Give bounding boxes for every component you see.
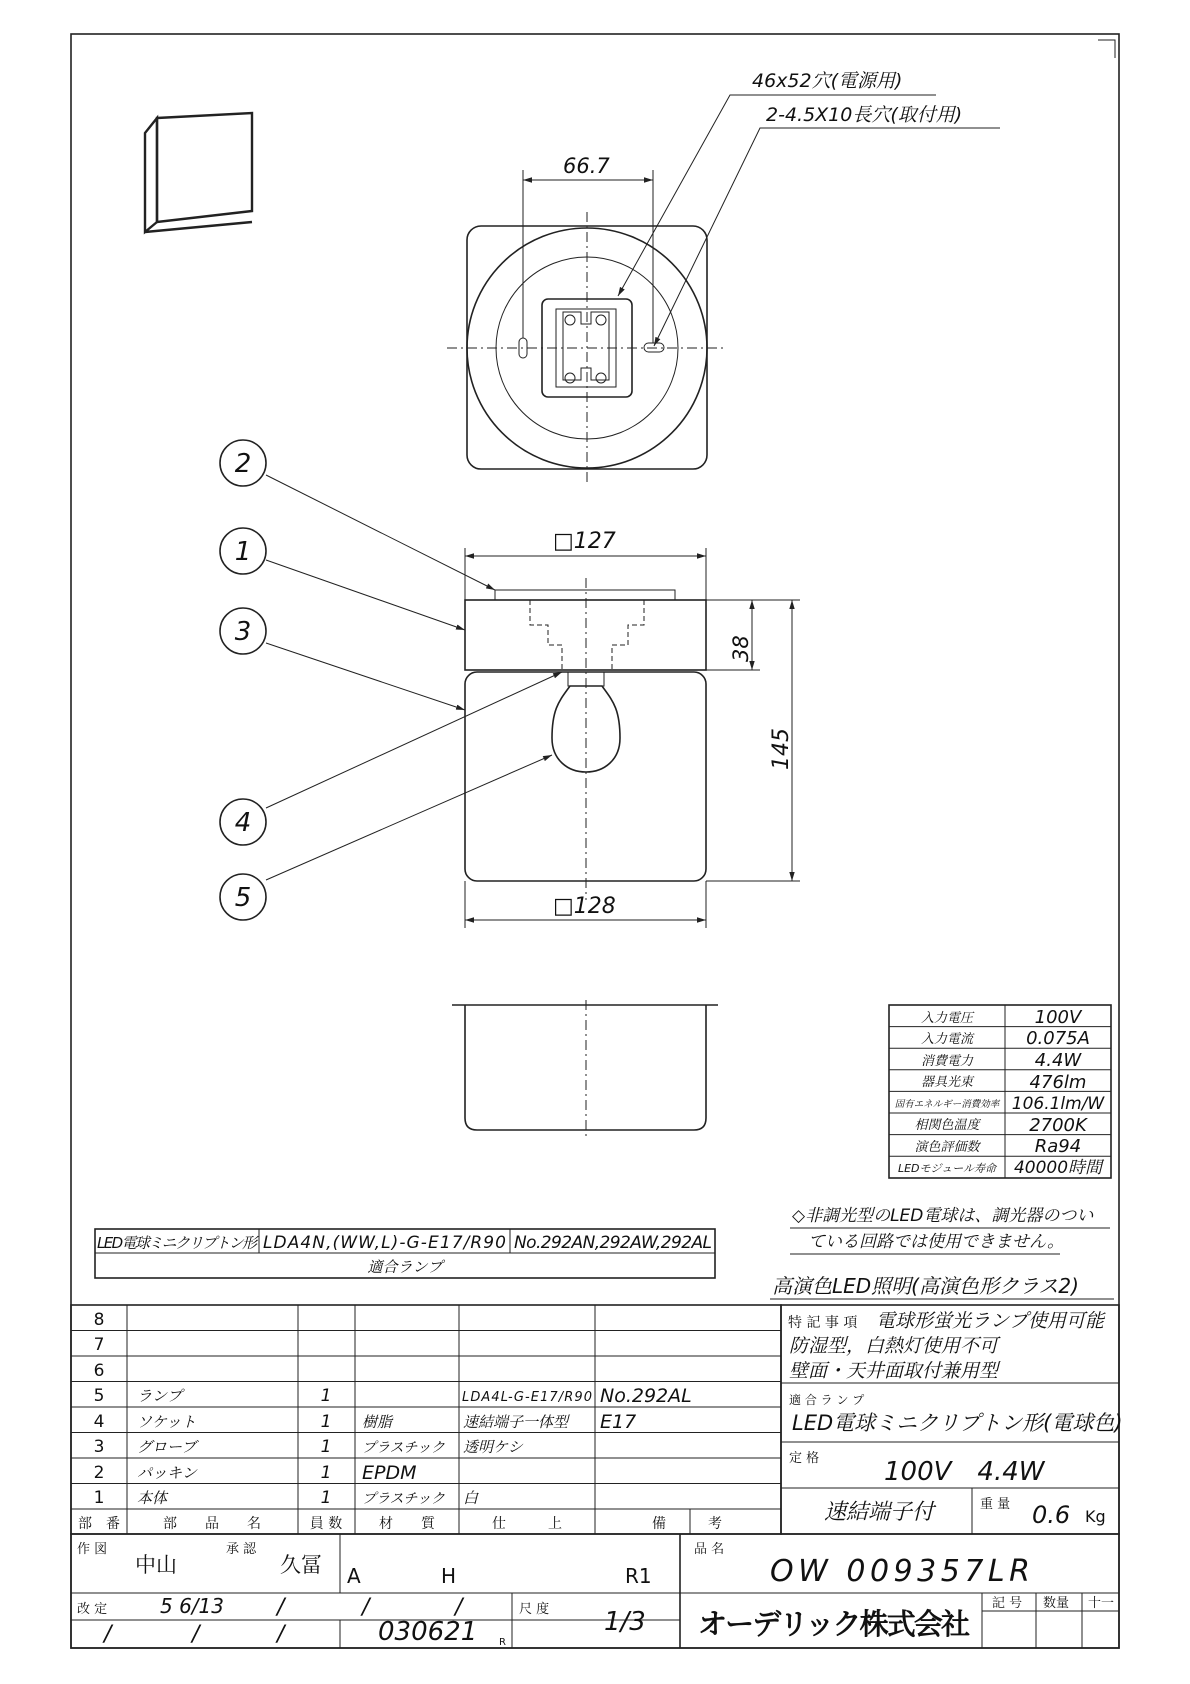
parts-header-finish: 仕 上 [492, 1516, 562, 1532]
lamp-caption: 適合ランプ [367, 1258, 443, 1276]
balloon-4 [220, 799, 266, 845]
spec-label: LEDモジュール寿命 [897, 1162, 997, 1175]
dim-span: 66.7 [563, 154, 610, 178]
terminal-label: 速結端子付 [824, 1500, 935, 1525]
top-view [447, 95, 1000, 485]
svg-text:グローブ: グローブ [137, 1438, 197, 1456]
slash: / [104, 1622, 112, 1647]
spec-label: 器具光束 [920, 1075, 974, 1090]
high-color-note: 高演色LED照明(高演色形クラス2) [772, 1274, 1079, 1298]
balloon-2 [220, 440, 266, 486]
code-r: R1 [625, 1564, 652, 1588]
spec-label: 消費電力 [920, 1054, 974, 1069]
special-line2: 防湿型，白熱灯使用不可 [789, 1335, 999, 1357]
drawing-suffix: R [499, 1637, 506, 1648]
svg-text:パッキン: パッキン [137, 1464, 197, 1482]
dimmer-note-line1: ◇非調光型のLED電球は、調光器のつい [792, 1206, 1094, 1226]
svg-text:5: 5 [93, 1386, 105, 1406]
corner-mark [1098, 40, 1115, 58]
balloon-1 [220, 528, 266, 574]
drawing-number: 030621 [378, 1617, 478, 1647]
spec-label: 演色評価数 [914, 1140, 980, 1155]
parts-header-qty: 員 数 [309, 1516, 343, 1532]
drawn-label: 作 図 [77, 1542, 108, 1557]
rev-date: 5 6/13 [160, 1594, 224, 1618]
table-row [94, 1411, 637, 1433]
slash: / [277, 1622, 285, 1647]
svg-text:2: 2 [93, 1463, 105, 1483]
svg-text:1: 1 [320, 1412, 332, 1432]
table-row [94, 1335, 105, 1355]
dim-holes-power: 46x52穴(電源用) [752, 70, 903, 92]
special-line1: 電球形蛍光ランプ使用可能 [876, 1310, 1105, 1332]
parts-header-material: 材 質 [379, 1516, 435, 1532]
rating-label: 定 格 [789, 1451, 820, 1466]
approved-label: 承 認 [226, 1542, 257, 1557]
parts-header-no: 部 番 [78, 1516, 120, 1532]
weight-value: 0.6 [1032, 1501, 1071, 1529]
svg-text:3: 3 [234, 617, 252, 647]
lamp-value: LED電球ミニクリプトン形(電球色) [792, 1411, 1123, 1435]
dimmer-note-line2: ている回路では使用できません。 [808, 1232, 1065, 1252]
svg-text:E17: E17 [600, 1411, 637, 1433]
weight-label: 重 量 [980, 1497, 1011, 1512]
drawn-by: 中山 [135, 1553, 177, 1577]
svg-text:1: 1 [320, 1386, 332, 1406]
slash: / [277, 1595, 285, 1620]
slash: / [362, 1595, 370, 1620]
spec-label: 相関色温度 [914, 1118, 980, 1133]
name-label: 品 名 [694, 1542, 725, 1557]
balloon-3 [220, 608, 266, 654]
parts-header-note: 備 考 [652, 1516, 722, 1532]
svg-text:4: 4 [234, 808, 252, 838]
svg-text:8: 8 [93, 1310, 105, 1330]
svg-text:1: 1 [93, 1488, 105, 1508]
table-row [94, 1385, 692, 1407]
qty-label: 数量 [1043, 1596, 1070, 1611]
svg-text:3: 3 [93, 1437, 105, 1457]
spec-value: 100V [1034, 1007, 1082, 1028]
scale-label: 尺 度 [519, 1602, 550, 1617]
svg-text:ソケット: ソケット [137, 1413, 197, 1431]
code-a: A [347, 1564, 361, 1588]
spec-value: 0.075A [1026, 1028, 1090, 1049]
svg-text:樹脂: 樹脂 [362, 1413, 393, 1431]
svg-text:4: 4 [93, 1412, 105, 1432]
dim-width-bottom: □128 [553, 894, 616, 919]
svg-text:本体: 本体 [137, 1489, 168, 1507]
lamp-label: 適 合 ラ ン プ [789, 1393, 865, 1407]
weight-unit: Kg [1085, 1507, 1106, 1526]
svg-text:ランプ: ランプ [137, 1387, 183, 1405]
table-row [94, 1361, 105, 1381]
spec-label: 入力電圧 [920, 1011, 974, 1026]
slash: / [192, 1622, 200, 1647]
lower-view [452, 1000, 718, 1140]
rating-value: 100V 4.4W [884, 1457, 1045, 1487]
spec-value: Ra94 [1034, 1136, 1082, 1157]
slash: / [455, 1595, 463, 1620]
dim-height-total: 145 [769, 728, 794, 770]
spec-value: 2700K [1029, 1115, 1087, 1136]
side-view [266, 475, 800, 928]
svg-text:LDA4L-G-E17/R90: LDA4L-G-E17/R90 [462, 1390, 592, 1405]
svg-text:白: 白 [463, 1489, 479, 1507]
svg-text:1: 1 [320, 1463, 332, 1483]
scale-value: 1/3 [604, 1607, 646, 1637]
code-h: H [441, 1564, 457, 1588]
company-name: オーデリック株式会社 [698, 1607, 970, 1641]
lamp-name: LED電球ミニクリプトン形 [97, 1234, 257, 1252]
special-line3: 壁面・天井面取付兼用型 [789, 1360, 999, 1382]
lamp-numbers: No.292AN,292AW,292AL [514, 1233, 712, 1253]
product-code: OW 009357LR [770, 1554, 1030, 1589]
parts-header-name: 部 品 名 [163, 1516, 261, 1532]
balloon-5 [220, 874, 266, 920]
spec-label: 固有エネルギー消費効率 [894, 1099, 1000, 1110]
svg-text:プラスチック: プラスチック [362, 1440, 445, 1456]
svg-text:1: 1 [320, 1437, 332, 1457]
spec-value: 40000時間 [1013, 1158, 1103, 1178]
spec-value: 476lm [1029, 1072, 1087, 1093]
svg-text:6: 6 [93, 1361, 105, 1381]
svg-text:透明ケシ: 透明ケシ [463, 1438, 523, 1456]
svg-text:プラスチック: プラスチック [362, 1491, 445, 1507]
table-row [94, 1462, 417, 1484]
spec-label: 入力電流 [920, 1032, 974, 1047]
table-row [94, 1488, 479, 1508]
svg-text:1: 1 [234, 537, 252, 567]
special-label: 特 記 事 項 [788, 1315, 858, 1331]
approved-by: 久冨 [280, 1553, 322, 1577]
spec-value: 4.4W [1034, 1050, 1082, 1071]
svg-text:5: 5 [234, 883, 252, 913]
svg-text:No.292AL: No.292AL [600, 1385, 692, 1407]
dim-holes-mount: 2-4.5X10長穴(取付用) [766, 104, 963, 126]
svg-text:2: 2 [234, 449, 252, 479]
symbol-label: 記 号 [992, 1596, 1023, 1611]
spec-value: 106.1lm/W [1011, 1094, 1105, 1114]
dim-width-top: □127 [553, 529, 616, 554]
perspective-view-icon [145, 113, 252, 232]
lamp-model: LDA4N,(WW,L)-G-E17/R90 [263, 1233, 506, 1253]
svg-text:EPDM: EPDM [362, 1462, 417, 1484]
svg-text:1: 1 [320, 1488, 332, 1508]
table-row [94, 1310, 105, 1330]
svg-text:7: 7 [93, 1335, 105, 1355]
svg-text:速結端子一体型: 速結端子一体型 [463, 1413, 569, 1431]
plusminus-label: 十一 [1088, 1596, 1115, 1611]
rev-label: 改 定 [77, 1602, 108, 1617]
dim-height-base: 38 [729, 635, 753, 662]
